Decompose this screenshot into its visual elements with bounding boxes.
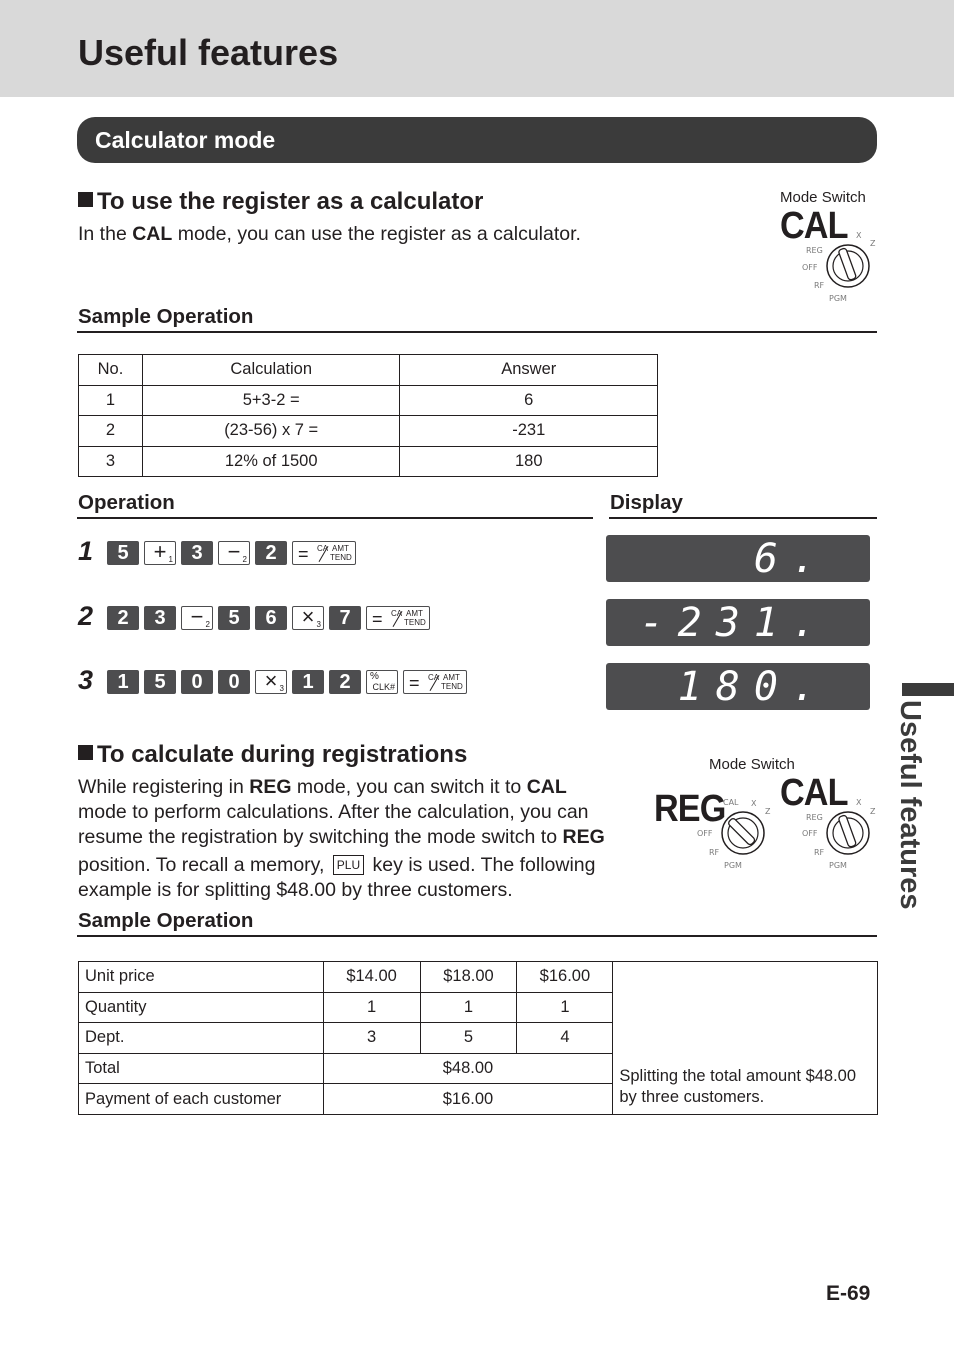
table-cell: Quantity [79, 992, 324, 1023]
key-5: 5 [107, 541, 139, 565]
table-cell: 3 [79, 446, 143, 477]
sample-operation-title-2: Sample Operation [78, 909, 254, 932]
key-minus: − 2 [218, 541, 250, 565]
paragraph-line: resume the registration by switching the mode switch to REG [78, 826, 605, 848]
display-panel-1 [606, 535, 870, 582]
svg-text:PGM: PGM [724, 861, 742, 870]
key-3: 3 [144, 606, 176, 630]
table-cell: 6 [400, 385, 658, 416]
table-note-cell: Splitting the total amount $48.00 by three customers. [613, 962, 878, 1115]
divider [77, 935, 877, 937]
square-bullet-icon [78, 192, 93, 207]
display-value: 6. [753, 536, 830, 582]
paragraph-line: position. To recall a memory, PLU key is used. The following [78, 854, 596, 876]
section-title: Calculator mode [95, 127, 276, 153]
table-cell: $14.00 [323, 962, 420, 993]
paragraph-line: mode to perform calculations. After the calculation, you can [78, 801, 589, 823]
operation-title: Operation [78, 491, 175, 514]
table-header-row [79, 355, 658, 386]
svg-text:PGM: PGM [829, 861, 847, 870]
calc-heading [78, 188, 483, 216]
table-cell: 5 [420, 1023, 517, 1054]
reg-sample-table [78, 961, 878, 1115]
square-bullet-icon [78, 745, 93, 760]
calc-intro: In the CAL mode, you can use the register as a calculator. [78, 223, 581, 245]
table-cell: 1 [323, 992, 420, 1023]
svg-text:Z: Z [870, 807, 876, 816]
divider [609, 517, 877, 519]
mode-reg-label: REG [654, 788, 726, 830]
key-minus: − 2 [181, 606, 213, 630]
sample-operation-title-1: Sample Operation [78, 305, 254, 328]
key-sequence-1 [107, 541, 356, 565]
page-header [0, 0, 954, 97]
table-cell: Dept. [79, 1023, 324, 1054]
table-cell: Total [79, 1053, 324, 1084]
key-7: 7 [329, 606, 361, 630]
calc-sample-table [78, 354, 658, 477]
svg-text:CAL: CAL [723, 798, 739, 807]
key-ca-amt-tend: = CA AMT TEND [403, 670, 467, 694]
mode-dial-icon [800, 228, 880, 308]
table-cell: 3 [323, 1023, 420, 1054]
divider [77, 331, 877, 333]
table-cell: $16.00 [517, 962, 613, 993]
svg-text:X: X [751, 799, 757, 808]
key-5: 5 [144, 670, 176, 694]
step-number: 3 [78, 665, 94, 695]
key-plus: + 1 [144, 541, 176, 565]
key-2: 2 [107, 606, 139, 630]
key-ca-amt-tend: = CA AMT TEND [366, 606, 430, 630]
table-cell: 2 [79, 416, 143, 447]
reg-paragraph [78, 775, 638, 903]
svg-text:OFF: OFF [802, 829, 818, 838]
table-header-cell: Answer [400, 355, 658, 386]
svg-text:OFF: OFF [697, 829, 713, 838]
display-value: -231. [639, 600, 830, 646]
table-cell: 1 [420, 992, 517, 1023]
display-value: 180. [677, 664, 830, 710]
plu-key-icon: PLU [333, 855, 364, 875]
divider [77, 517, 593, 519]
table-cell: Unit price [79, 962, 324, 993]
key-sequence-2 [107, 606, 430, 630]
svg-text:Z: Z [870, 239, 876, 248]
key-5: 5 [218, 606, 250, 630]
table-cell: $48.00 [323, 1053, 613, 1084]
svg-text:RF: RF [814, 281, 825, 290]
table-cell: $16.00 [323, 1084, 613, 1115]
table-cell: 4 [517, 1023, 613, 1054]
key-ca-amt-tend: = CA AMT TEND [292, 541, 356, 565]
section-bar [77, 117, 877, 163]
table-cell: 12% of 1500 [142, 446, 400, 477]
page-title: Useful features [78, 32, 339, 73]
mode-switch-label: Mode Switch [780, 189, 866, 206]
mode-dial-cal-icon [800, 796, 880, 876]
key-0: 0 [218, 670, 250, 694]
paragraph-line: While registering in REG mode, you can switch it to CAL [78, 776, 567, 798]
step-number: 2 [78, 601, 94, 631]
step-number: 1 [78, 536, 94, 566]
key-3: 3 [181, 541, 213, 565]
mode-cal-label-2: CAL [780, 772, 848, 814]
svg-text:OFF: OFF [802, 263, 818, 272]
key-sequence-3 [107, 670, 467, 694]
table-cell: (23-56) x 7 = [142, 416, 400, 447]
key-1: 1 [107, 670, 139, 694]
page-number: E-69 [826, 1282, 871, 1305]
mode-dial-reg-icon [695, 796, 775, 876]
key-2: 2 [255, 541, 287, 565]
table-cell: 1 [79, 385, 143, 416]
side-tab-bar [902, 683, 954, 696]
reg-heading [78, 741, 467, 769]
svg-text:PGM: PGM [829, 294, 847, 303]
key-2: 2 [329, 670, 361, 694]
side-tab-label: Useful features [894, 700, 926, 910]
table-cell: 180 [400, 446, 658, 477]
svg-text:REG: REG [806, 246, 823, 255]
reg-heading-text: To calculate during registrations [97, 741, 468, 768]
display-panel-3 [606, 663, 870, 710]
table-cell: Payment of each customer [79, 1084, 324, 1115]
display-title: Display [610, 491, 683, 514]
key-percent-clk: % CLK# [366, 670, 398, 694]
key-1: 1 [292, 670, 324, 694]
table-row [79, 446, 658, 477]
key-times: × 3 [292, 606, 324, 630]
table-row [79, 385, 658, 416]
svg-text:X: X [856, 798, 862, 807]
table-row [79, 416, 658, 447]
table-cell: $18.00 [420, 962, 517, 993]
key-0: 0 [181, 670, 213, 694]
paragraph-line: example is for splitting $48.00 by three customers. [78, 879, 513, 901]
key-times: × 3 [255, 670, 287, 694]
table-row [79, 962, 878, 993]
mode-cal-label: CAL [780, 205, 848, 247]
table-cell: -231 [400, 416, 658, 447]
table-cell: 5+3-2 = [142, 385, 400, 416]
table-header-cell: Calculation [142, 355, 400, 386]
calc-heading-text: To use the register as a calculator [97, 188, 484, 215]
table-header-cell: No. [79, 355, 143, 386]
table-cell: 1 [517, 992, 613, 1023]
key-6: 6 [255, 606, 287, 630]
display-panel-2 [606, 599, 870, 646]
svg-text:RF: RF [814, 848, 825, 857]
svg-text:Z: Z [765, 807, 771, 816]
svg-text:X: X [856, 231, 862, 240]
svg-text:REG: REG [806, 813, 823, 822]
svg-text:RF: RF [709, 848, 720, 857]
mode-switch-label-2: Mode Switch [709, 756, 795, 773]
